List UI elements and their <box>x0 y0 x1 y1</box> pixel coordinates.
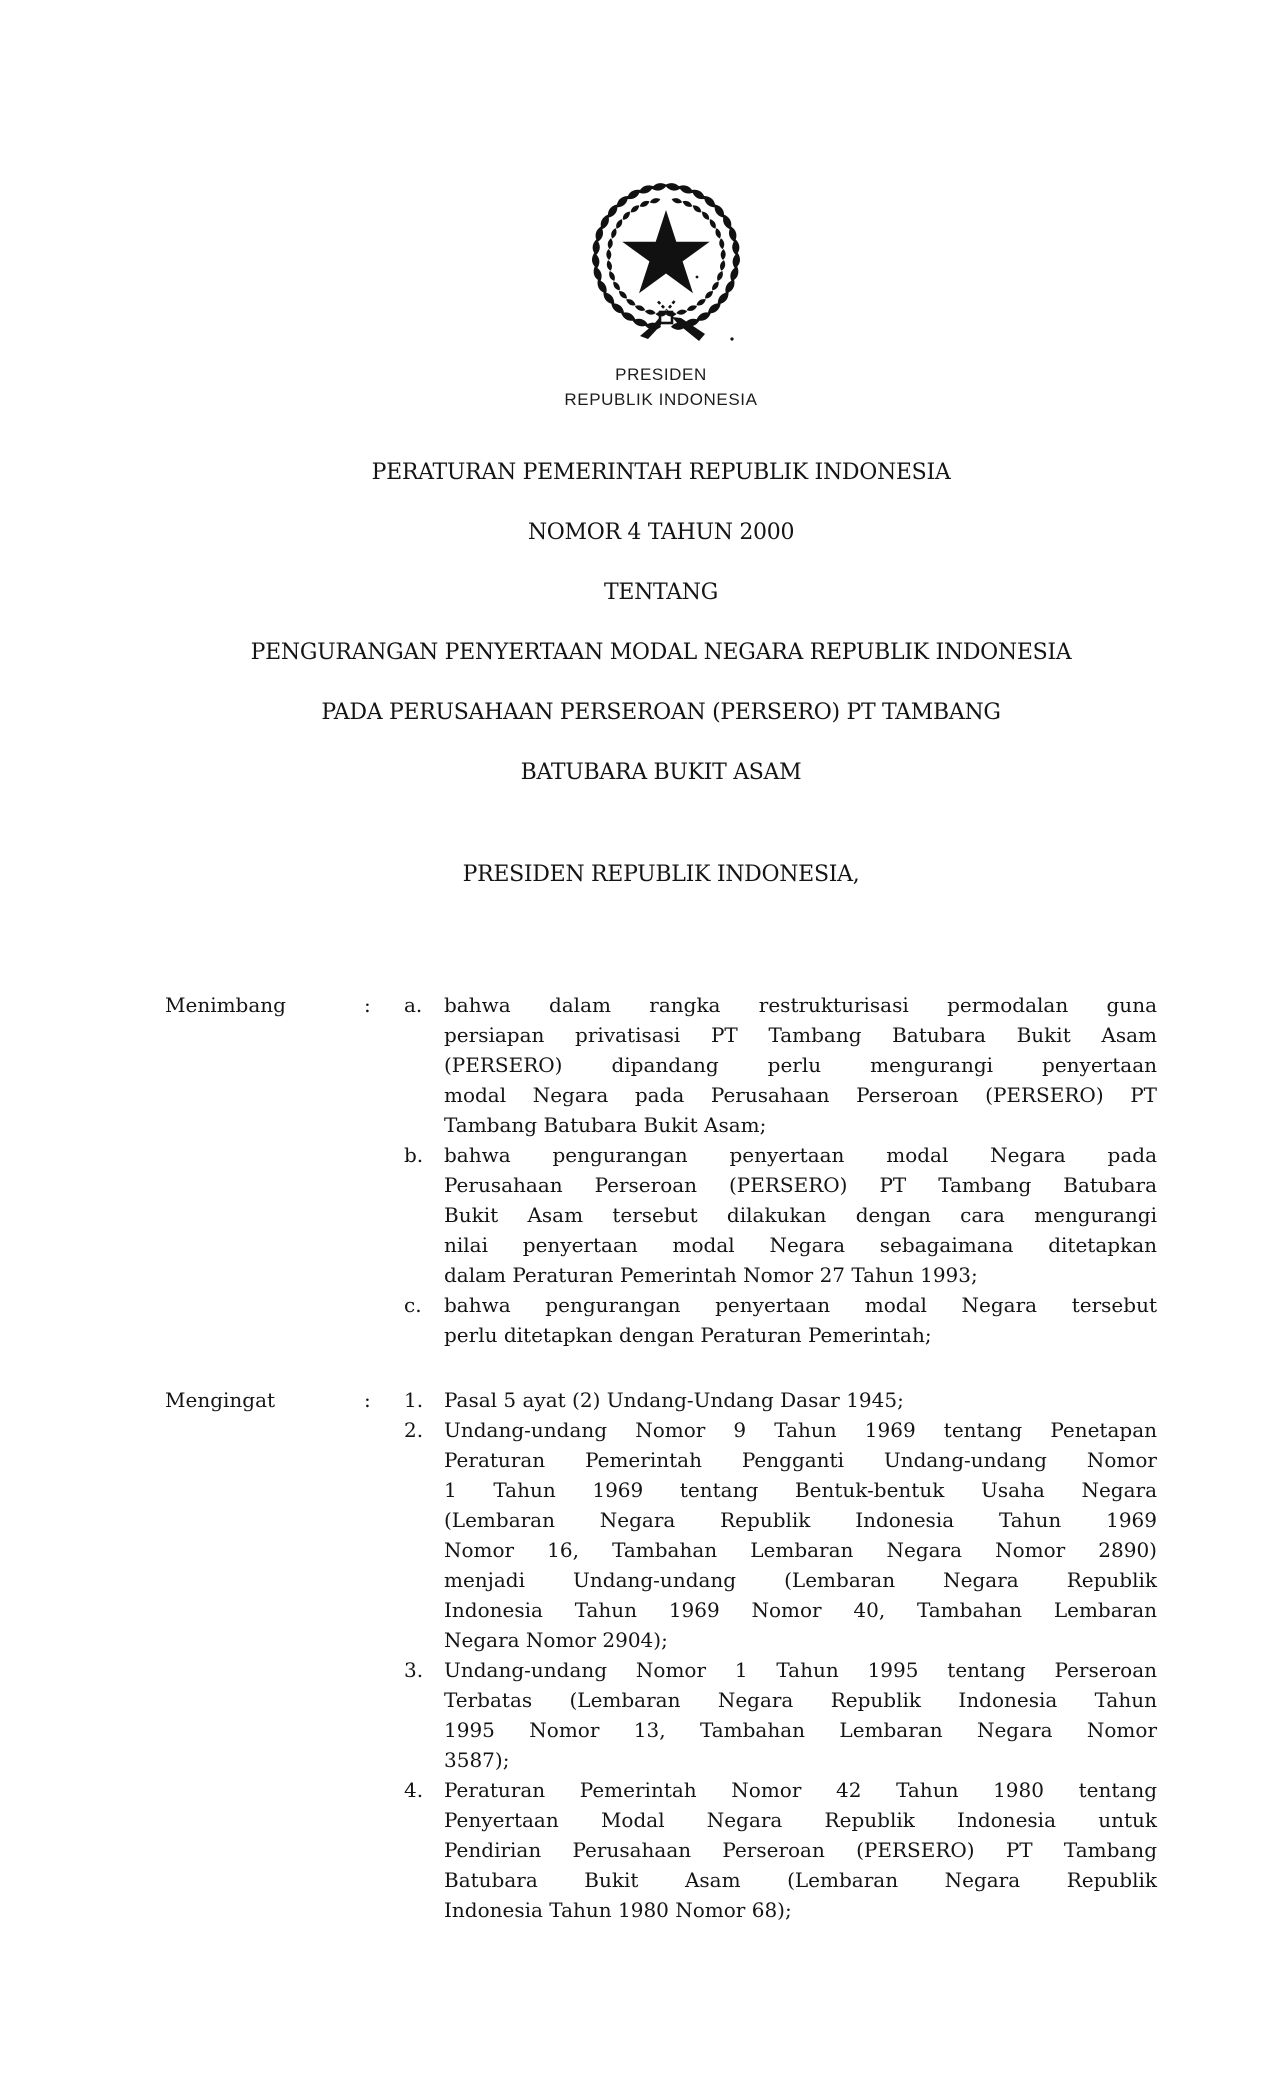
item-text-line: Peraturan Pemerintah Nomor 42 Tahun 1980 tentang <box>444 1778 1157 1802</box>
section-label: Menimbang <box>165 993 286 1017</box>
section-items <box>404 990 1157 1350</box>
item-text-line: Terbatas (Lembaran Negara Republik Indonesia Tahun <box>444 1688 1157 1712</box>
item-text-line: (Lembaran Negara Republik Indonesia Tahun 1969 <box>444 1508 1157 1532</box>
section-colon: : <box>364 1388 371 1412</box>
item-text-line: Batubara Bukit Asam (Lembaran Negara Republik <box>444 1868 1157 1892</box>
item-marker: c. <box>404 1293 422 1317</box>
list-item <box>404 1290 1157 1350</box>
preamble-sections <box>165 990 1157 1925</box>
title-line-4: PENGURANGAN PENYERTAAN MODAL NEGARA REPUBLIK INDONESIA <box>250 640 1072 665</box>
title-line-6: BATUBARA BUKIT ASAM <box>520 760 802 785</box>
item-text-line: Undang-undang Nomor 1 Tahun 1995 tentang Perseroan <box>444 1658 1157 1682</box>
item-marker: b. <box>404 1143 424 1167</box>
item-text-line: perlu ditetapkan dengan Peraturan Pemerintah; <box>444 1323 932 1347</box>
document-content <box>165 0 1157 1925</box>
item-text-line: menjadi Undang-undang (Lembaran Negara Republik <box>444 1568 1157 1592</box>
item-text-line: 1995 Nomor 13, Tambahan Lembaran Negara Nomor <box>444 1718 1157 1742</box>
preamble-heading: PRESIDEN REPUBLIK INDONESIA, <box>462 862 860 887</box>
item-marker: 2. <box>404 1418 424 1442</box>
section-items <box>404 1385 1157 1925</box>
item-text-line: bahwa dalam rangka restrukturisasi permodalan guna <box>444 993 1157 1017</box>
item-text-line: Undang-undang Nomor 9 Tahun 1969 tentang Penetapan <box>444 1418 1157 1442</box>
item-lines <box>444 1290 1157 1350</box>
item-text-line: 1 Tahun 1969 tentang Bentuk-bentuk Usaha Negara <box>444 1478 1157 1502</box>
item-lines <box>444 1775 1157 1925</box>
item-marker: 3. <box>404 1658 424 1682</box>
title-line-3: TENTANG <box>603 580 719 605</box>
item-text-line: Negara Nomor 2904); <box>444 1628 668 1652</box>
item-lines <box>444 1140 1157 1290</box>
item-lines <box>444 990 1157 1140</box>
list-item <box>404 1415 1157 1655</box>
list-item <box>404 1385 1157 1415</box>
title-line-1: PERATURAN PEMERINTAH REPUBLIK INDONESIA <box>371 460 951 485</box>
item-marker: a. <box>404 993 423 1017</box>
star-icon <box>622 210 709 293</box>
title-block <box>165 458 1157 788</box>
item-text-line: (PERSERO) dipandang perlu mengurangi penyertaan <box>444 1053 1157 1077</box>
item-text-line: dalam Peraturan Pemerintah Nomor 27 Tahun 1993; <box>444 1263 978 1287</box>
item-lines <box>444 1655 1157 1775</box>
item-lines <box>444 1385 1157 1415</box>
letterhead-presiden: PRESIDEN <box>615 365 707 384</box>
item-text-line: Bukit Asam tersebut dilakukan dengan cara mengurangi <box>444 1203 1157 1227</box>
item-text-line: bahwa pengurangan penyertaan modal Negara pada <box>444 1143 1157 1167</box>
section-colon: : <box>364 993 371 1017</box>
item-text-line: persiapan privatisasi PT Tambang Batubara Bukit Asam <box>444 1023 1157 1047</box>
list-item <box>404 1140 1157 1290</box>
item-marker: 1. <box>404 1388 424 1412</box>
letterhead-republik-indonesia: REPUBLIK INDONESIA <box>564 390 758 409</box>
title-line-2: NOMOR 4 TAHUN 2000 <box>527 520 795 545</box>
title-line-5: PADA PERUSAHAAN PERSEROAN (PERSERO) PT TAMBANG <box>321 700 1001 725</box>
list-item <box>404 990 1157 1140</box>
section-menimbang <box>165 990 1157 1350</box>
item-text-line: Pasal 5 ayat (2) Undang-Undang Dasar 1945; <box>444 1388 904 1412</box>
section-mengingat <box>165 1385 1157 1925</box>
item-text-line: modal Negara pada Perusahaan Perseroan (PERSERO) PT <box>444 1083 1157 1107</box>
item-text-line: 3587); <box>444 1748 510 1772</box>
item-text-line: Tambang Batubara Bukit Asam; <box>444 1113 767 1137</box>
item-text-line: Penyertaan Modal Negara Republik Indonesia untuk <box>444 1808 1157 1832</box>
item-lines <box>444 1415 1157 1655</box>
item-text-line: Perusahaan Perseroan (PERSERO) PT Tambang Batubara <box>444 1173 1157 1197</box>
item-text-line: Nomor 16, Tambahan Lembaran Negara Nomor 2890) <box>444 1538 1157 1562</box>
item-text-line: Indonesia Tahun 1980 Nomor 68); <box>444 1898 792 1922</box>
item-marker: 4. <box>404 1778 424 1802</box>
star-wreath-emblem-icon <box>581 178 751 354</box>
list-item <box>404 1775 1157 1925</box>
letterhead <box>165 362 1157 412</box>
item-text-line: nilai penyertaan modal Negara sebagaimana ditetapkan <box>444 1233 1157 1257</box>
item-text-line: Peraturan Pemerintah Pengganti Undang-undang Nomor <box>444 1448 1157 1472</box>
list-item <box>404 1655 1157 1775</box>
item-text-line: Indonesia Tahun 1969 Nomor 40, Tambahan Lembaran <box>444 1598 1157 1622</box>
section-label: Mengingat <box>165 1388 276 1412</box>
item-text-line: bahwa pengurangan penyertaan modal Negara tersebut <box>444 1293 1157 1317</box>
presidential-seal <box>581 178 751 354</box>
item-text-line: Pendirian Perusahaan Perseroan (PERSERO) PT Tambang <box>444 1838 1157 1862</box>
